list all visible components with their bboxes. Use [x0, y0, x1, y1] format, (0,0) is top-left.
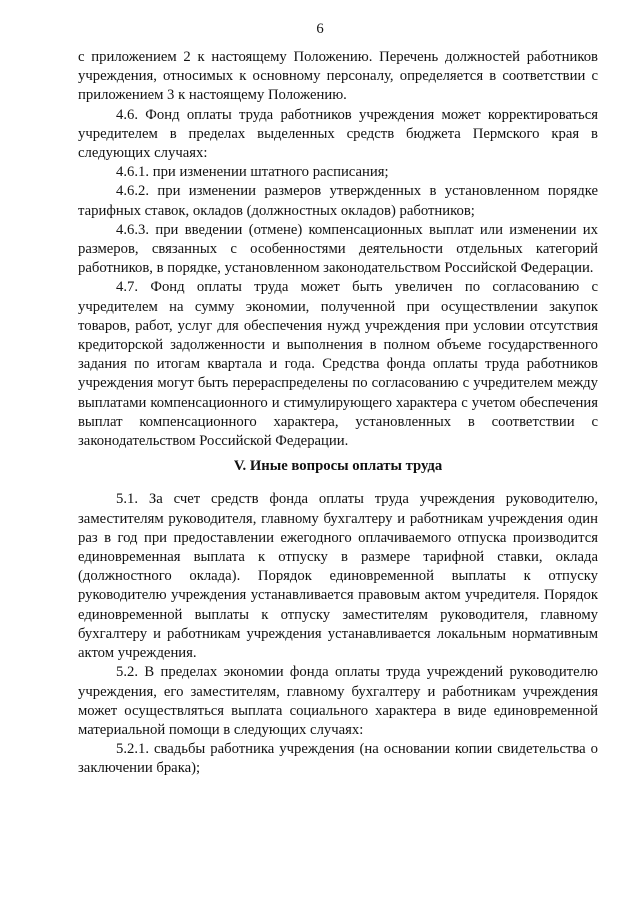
paragraph: 4.7. Фонд оплаты труда может быть увеличен по согласованию с учредителем на сумму экономии, полученной при осуществлении закупок товаров, работ, услуг для обеспечения нужд учреждения при условии отсутствия кредиторской задолженности и выполнения в полном объеме государственного задания по итогам квартала и года. Средства фонда оплаты труда работников учреждения могут быть перераспределены по согласованию с учредителем между выплатами компенсационного и стимулирующего характера с учетом обеспечения выплат компенсационного характера, установленных в соответствии с законодательством Российской Федерации. [78, 279, 598, 450]
page-number: 6 [316, 21, 324, 37]
paragraph: 5.2.1. свадьбы работника учреждения (на основании копии свидетельства о заключении брака); [78, 741, 598, 777]
paragraph: 4.6.1. при изменении штатного расписания; [116, 164, 389, 181]
paragraph: 4.6.2. при изменении размеров утвержденных в установленном порядке тарифных ставок, окладов (должностных окладов) работников; [78, 183, 598, 219]
paragraph: с приложением 2 к настоящему Положению. Перечень должностей работников учреждения, относимых к основному персоналу, определяется в соответствии с приложением 3 к настоящему Положению. [78, 49, 598, 104]
document-body [78, 48, 598, 779]
paragraph: 4.6.3. при введении (отмене) компенсационных выплат или изменении их размеров, связанных с особенностями деятельности отдельных категорий работников, в порядке, установленном законодательством Российской Федерации. [78, 221, 598, 277]
paragraph: 5.1. За счет средств фонда оплаты труда учреждения руководителю, заместителям руководителя, главному бухгалтеру и работникам учреждения один раз в год при предоставлении ежегодного оплачиваемого отпуска производится единовременная выплата к отпуску в размере тарифной ставки, оклада (должностного оклада). Порядок единовременной выплаты к отпуску руководителю учреждения устанавливается правовым актом учредителя. Порядок единовременной выплаты к отпуску заместителям руководителя, главному бухгалтеру и работникам учреждения устанавливается локальным нормативным актом учреждения. [78, 491, 598, 662]
paragraph: 5.2. В пределах экономии фонда оплаты труда учреждений руководителю учреждения, его заместителям, главному бухгалтеру и работникам учреждения может осуществляться выплата социального характера в виде единовременной материальной помощи в следующих случаях: [78, 664, 598, 738]
section-heading: V. Иные вопросы оплаты труда [233, 458, 443, 475]
paragraph: 4.6. Фонд оплаты труда работников учреждения может корректироваться учредителем в пределах выделенных средств бюджета Пермского края в следующих случаях: [78, 106, 598, 162]
